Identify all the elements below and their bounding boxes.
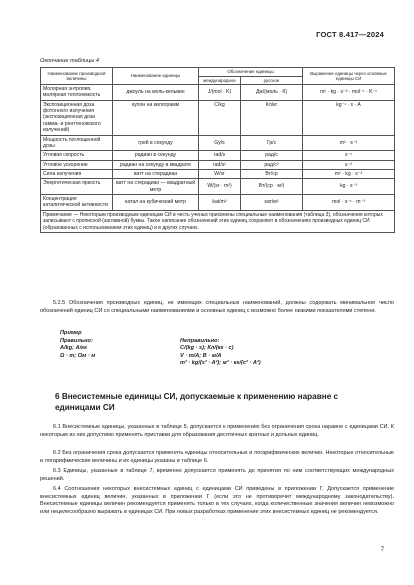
table-row: [41, 195, 395, 211]
table-row: [41, 169, 395, 178]
cell-unit: катал на кубический метр: [113, 195, 199, 211]
table-row: [41, 160, 395, 169]
cell-unit: радиан в секунду: [113, 151, 199, 160]
cell-intl: J/(mol · K): [199, 85, 241, 101]
cell-rus: Кл/кг: [241, 100, 303, 135]
cell-rus: Вт/(ср · м²): [241, 179, 303, 195]
cell-rus: кат/м³: [241, 195, 303, 211]
table-row: [41, 85, 395, 101]
header-expression: Выражение единицы через основные единицы СИ: [303, 68, 395, 85]
units-table: [40, 67, 395, 233]
example-row: [60, 345, 261, 353]
cell-intl: kat/m³: [199, 195, 241, 211]
cell-quantity: Молярная энтропия, молярная теплоемкость: [41, 85, 113, 101]
incorrect-example: m³ · kg/(s³ · A²); м³ · кг/(с³ · A²): [180, 360, 261, 367]
cell-intl: W/(sr · m²): [199, 179, 241, 195]
cell-quantity: Концентрация каталитической активности: [41, 195, 113, 211]
cell-quantity: Угловая скорость: [41, 151, 113, 160]
table-note: Примечание — Некоторым производным единицам СИ в честь ученых присвоены специальные наименования (таблица 3), обозначения которых записывают с прописной (заглавной) буквы. Такое написание обозначений этих единиц сохраняют в обозначениях производных единиц СИ (образованных с использованием этих единиц) и в других случаях.: [41, 210, 395, 233]
table-row: [41, 135, 395, 151]
table-row: [41, 151, 395, 160]
page-number: 7: [380, 547, 384, 553]
cell-rus: рад/с²: [241, 160, 303, 169]
header-unit: Наименование единицы: [113, 68, 199, 85]
cell-unit: грей в секунду: [113, 135, 199, 151]
incorrect-heading: Неправильно:: [180, 337, 220, 344]
table-header-row: [41, 68, 395, 77]
cell-expr: s⁻¹: [303, 151, 395, 160]
cell-expr: m² · kg · s⁻² · mol⁻¹ · K⁻¹: [303, 85, 395, 101]
paragraph-6-4: 6.4 Соотношения некоторых внесистемных единиц с единицами СИ приведены в приложении Г. Допускается применение внесистемных единиц величин, указанных в приложении Г (если это не противоречит международному законодательству). Внесистемные единицы величин рекомендуется применять только в тех случаях, когда количественные значения величин невозможно или нецелесообразно выражать в единицах СИ. При новых разработках применение этих внесистемных единиц не рекомендуется.: [40, 486, 394, 515]
section-title: 6 Внесистемные единицы СИ, допускаемые к применению наравне с единицами СИ: [55, 392, 339, 412]
cell-intl: rad/s: [199, 151, 241, 160]
cell-unit: ватт на стерадиан — квадратный метр: [113, 179, 199, 195]
cell-unit: ватт на стерадиан: [113, 169, 199, 178]
cell-unit: радиан на секунду в квадрате: [113, 160, 199, 169]
header-international: международное: [199, 76, 241, 85]
paragraph-6-3: 6.3 Единицы, указанные в таблице 7, временно допускается применять до принятия по ним соответствующих международных решений.: [40, 468, 394, 482]
correct-heading: Правильно:: [60, 337, 93, 344]
correct-example-empty: [60, 360, 180, 368]
cell-quantity: Энергетическая яркость: [41, 179, 113, 195]
cell-unit: джоуль на моль-кельвин: [113, 85, 199, 101]
paragraph-6-2: 6.2 Без ограничения срока допускается применять единицы относительных и логарифмических величин. Некоторые относительные и логарифмические величины и их единицы указаны в таблице 6.: [40, 450, 394, 464]
cell-intl: W/sr: [199, 169, 241, 178]
cell-quantity: Угловое ускорение: [41, 160, 113, 169]
correct-example: Ω · m; Ом · м: [60, 352, 96, 359]
table-row: [41, 100, 395, 135]
table-row: [41, 179, 395, 195]
incorrect-example: V · m/A; В · м/А: [180, 352, 222, 359]
table-continuation-caption: Окончание таблицы 4: [40, 58, 100, 64]
example-header-row: [60, 338, 261, 346]
header-quantity: Наименование производной величины: [41, 68, 113, 85]
example-row: [60, 360, 261, 368]
paragraph-6-1: 6.1 Внесистемные единицы, указанные в таблице 5, допускается к применению без ограничения срока наравне с единицами СИ. К некоторым из них допустимо применять приставки для образования десятичных кратных и дольных единиц.: [40, 424, 394, 438]
table-note-row: [41, 210, 395, 233]
cell-quantity: Экспозиционная доза фотонного излучения (экспозиционная доза гамма- и рентгеновского излучений): [41, 100, 113, 135]
cell-rus: Вт/ср: [241, 169, 303, 178]
paragraph-5-2-5: 5.2.5 Обозначения производных единиц, не имеющих специальных наименований, должны содержать минимальное число обозначений единиц СИ со специальными наименованиями и основных единиц с возможно более низкими показателями степени.: [40, 300, 394, 314]
example-block: [60, 330, 261, 368]
correct-example: A/kg; А/кг: [60, 345, 87, 352]
cell-quantity: Сила излучения: [41, 169, 113, 178]
cell-intl: C/kg: [199, 100, 241, 135]
example-label: Пример: [60, 330, 82, 336]
cell-expr: s⁻²: [303, 160, 395, 169]
header-russian: русское: [241, 76, 303, 85]
standard-code: ГОСТ 8.417—2024: [316, 30, 384, 39]
cell-expr: kg · s⁻³: [303, 179, 395, 195]
incorrect-example: C/(kg · s); Кл/(кг · с): [180, 345, 234, 352]
cell-expr: kg⁻¹ · s · A: [303, 100, 395, 135]
cell-expr: m² · kg · s⁻³: [303, 169, 395, 178]
cell-intl: Gy/s: [199, 135, 241, 151]
cell-intl: rad/s²: [199, 160, 241, 169]
header-symbol-group: Обозначение единицы: [199, 68, 303, 77]
cell-expr: m² · s⁻³: [303, 135, 395, 151]
cell-rus: Дж/(моль · К): [241, 85, 303, 101]
cell-rus: рад/с: [241, 151, 303, 160]
cell-quantity: Мощность поглощенной дозы: [41, 135, 113, 151]
cell-expr: mol · s⁻¹ · m⁻³: [303, 195, 395, 211]
cell-rus: Гр/с: [241, 135, 303, 151]
cell-unit: кулон на килограмм: [113, 100, 199, 135]
